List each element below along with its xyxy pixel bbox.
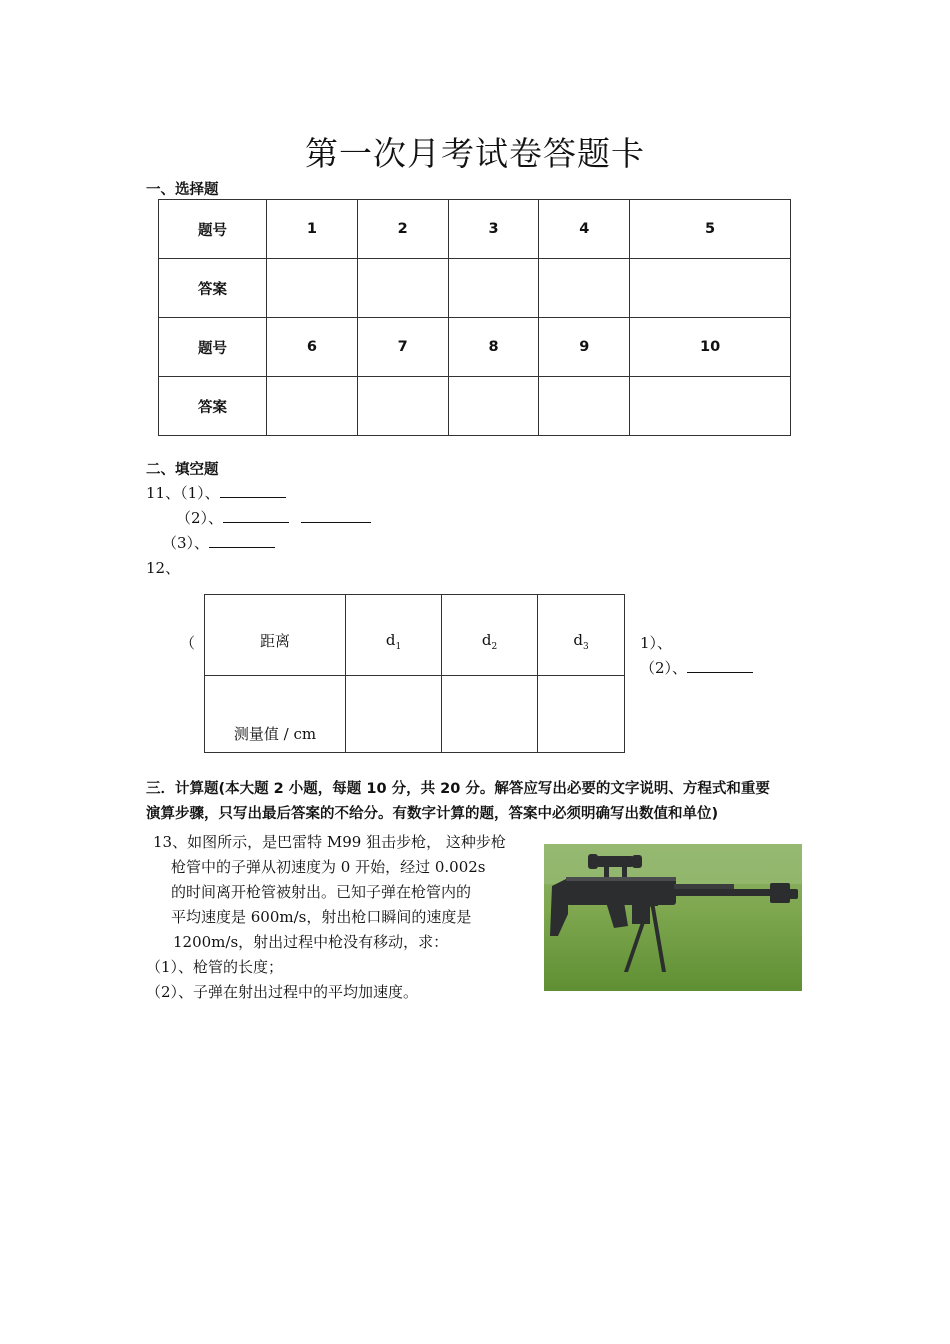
d2-header: $d_2$ xyxy=(442,595,538,676)
question-number: 7 xyxy=(357,318,448,377)
question-number: 9 xyxy=(539,318,630,377)
answer-cell[interactable] xyxy=(630,377,791,436)
row-label: 答案 xyxy=(159,259,267,318)
row-label: 题号 xyxy=(159,318,267,377)
answer-cell[interactable] xyxy=(539,377,630,436)
table-row xyxy=(159,259,791,318)
answer-cell[interactable] xyxy=(539,259,630,318)
q11-part3-label: （3）、 xyxy=(162,534,210,552)
answer-blank[interactable] xyxy=(687,658,753,673)
answer-cell[interactable] xyxy=(357,377,448,436)
table-row xyxy=(205,595,625,676)
table-row xyxy=(159,200,791,259)
d3-header: $d_3$ xyxy=(538,595,625,676)
q13-line: 1200m/s，射出过程中枪没有移动，求： xyxy=(173,933,449,951)
answer-cell[interactable] xyxy=(357,259,448,318)
q12-number: 12、 xyxy=(146,559,181,577)
q11-part1-label: （1）、 xyxy=(180,484,220,502)
answer-blank[interactable] xyxy=(301,508,371,523)
measured-value-label: 测量值 / cm xyxy=(205,676,346,753)
section2-heading: 二、填空题 xyxy=(146,462,219,478)
q11-part2 xyxy=(176,507,371,528)
answer-blank[interactable] xyxy=(220,483,286,498)
q12-part1-label: 1）、 xyxy=(640,634,673,652)
distance-label: 距离 xyxy=(205,595,346,676)
page-title: 第一次月考试卷答题卡 xyxy=(305,134,645,173)
row-label: 答案 xyxy=(159,377,267,436)
q11-part3 xyxy=(162,532,275,553)
q11-number: 11、 xyxy=(146,484,181,502)
question-number: 1 xyxy=(267,200,358,259)
d1-header: $d_1$ xyxy=(346,595,442,676)
choice-answer-table xyxy=(158,199,791,436)
answer-cell[interactable] xyxy=(346,676,442,753)
question-number: 5 xyxy=(630,200,791,259)
answer-cell[interactable] xyxy=(538,676,625,753)
section3-line2: 演算步骤，只写出最后答案的不给分。有数字计算的题，答案中必须明确写出数值和单位) xyxy=(146,806,719,822)
answer-cell[interactable] xyxy=(442,676,538,753)
section1-heading: 一、选择题 xyxy=(146,182,219,198)
question-number: 3 xyxy=(448,200,539,259)
q12-paren: （ xyxy=(180,634,196,652)
answer-cell[interactable] xyxy=(267,259,358,318)
table-row xyxy=(159,377,791,436)
row-label: 题号 xyxy=(159,200,267,259)
q13-line: 13、如图所示，是巴雷特 M99 狙击步枪， 这种步枪 xyxy=(153,833,506,851)
answer-cell[interactable] xyxy=(630,259,791,318)
q13-line: （1）、枪管的长度； xyxy=(146,958,284,976)
q13-line: 的时间离开枪管被射出。已知子弹在枪管内的 xyxy=(171,883,472,901)
measurement-table xyxy=(204,594,625,753)
answer-blank[interactable] xyxy=(209,533,275,548)
sniper-rifle-photo xyxy=(544,844,802,991)
question-number: 6 xyxy=(267,318,358,377)
table-row xyxy=(205,676,625,753)
section3-line1: 三．计算题(本大题 2 小题，每题 10 分，共 20 分。解答应写出必要的文字说明、方程式和重要 xyxy=(146,781,770,797)
answer-cell[interactable] xyxy=(267,377,358,436)
q13-line: 枪管中的子弹从初速度为 0 开始，经过 0.002s xyxy=(171,858,486,876)
q12-part2 xyxy=(640,657,753,678)
q13-text xyxy=(146,830,506,1005)
question-number: 2 xyxy=(357,200,448,259)
q13-line: 平均速度是 600m/s，射出枪口瞬间的速度是 xyxy=(171,908,472,926)
question-number: 10 xyxy=(630,318,791,377)
q11-part2-label: （2）、 xyxy=(176,509,224,527)
table-row xyxy=(159,318,791,377)
question-number: 4 xyxy=(539,200,630,259)
q12-part2-label: （2）、 xyxy=(640,659,688,677)
question-number: 8 xyxy=(448,318,539,377)
q13-line: （2）、子弹在射出过程中的平均加速度。 xyxy=(146,983,419,1001)
answer-cell[interactable] xyxy=(448,377,539,436)
answer-cell[interactable] xyxy=(448,259,539,318)
q11-part1 xyxy=(146,482,286,503)
section3-heading xyxy=(146,777,816,827)
answer-blank[interactable] xyxy=(223,508,289,523)
